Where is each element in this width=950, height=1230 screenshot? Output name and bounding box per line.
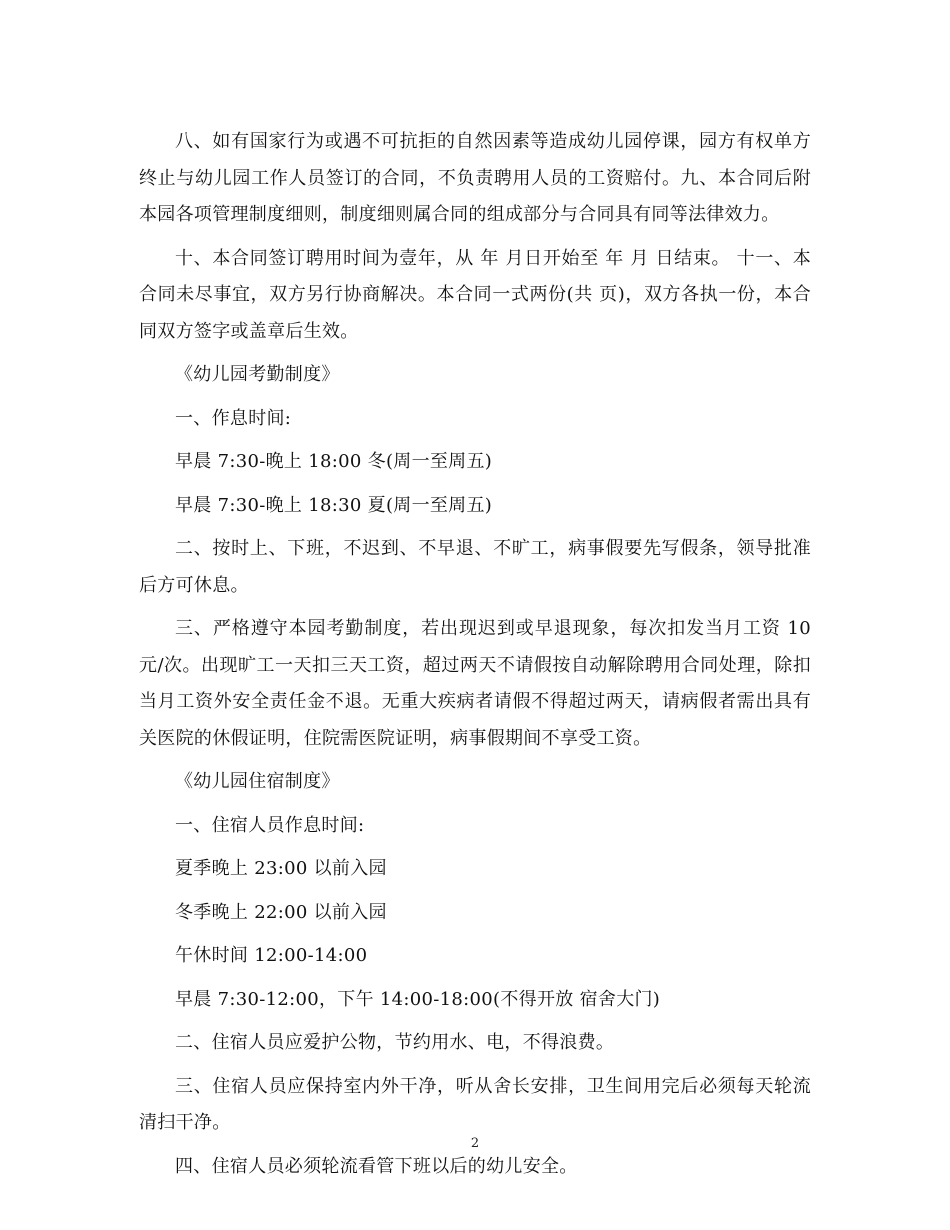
paragraph-8-force-majeure: 八、如有国家行为或遇不可抗拒的自然因素等造成幼儿园停课，园方有权单方终止与幼儿园工作人员签订的合同，不负责聘用人员的工资赔付。九、本合同后附本园各项管理制度细则，制度细则属合同的组成部分与合同具有同等法律效力。 xyxy=(139,131,811,225)
attendance-rule-2: 二、按时上、下班，不迟到、不早退、不旷工，病事假要先写假条，领导批准后方可休息。 xyxy=(139,538,811,596)
attendance-rule-3: 三、严格遵守本园考勤制度，若出现迟到或早退现象，每次扣发当月工资 10 元/次。出现旷工一天扣三天工资，超过两天不请假按自动解除聘用合同处理，除扣当月工资外安全责任金不退。无重大疾病者请假不得超过两天，请病假者需出具有关医院的休假证明，住院需医院证明，病事假期间不享受工资。 xyxy=(139,618,811,749)
attendance-winter-hours: 早晨 7:30-晚上 18:00 冬(周一至周五) xyxy=(175,451,493,472)
attendance-summer-hours: 早晨 7:30-晚上 18:30 夏(周一至周五) xyxy=(175,494,493,516)
dormitory-rule-2: 二、住宿人员应爱护公物，节约用水、电，不得浪费。 xyxy=(175,1032,615,1053)
dormitory-rule-4: 四、住宿人员必须轮流看管下班以后的幼儿安全。 xyxy=(175,1155,578,1177)
dormitory-hours-heading: 一、住宿人员作息时间: xyxy=(175,814,365,836)
attendance-work-hours-heading: 一、作息时间: xyxy=(175,407,292,429)
dormitory-noon-rest: 午休时间 12:00-14:00 xyxy=(175,945,368,966)
attendance-policy-title: 《幼儿园考勤制度》 xyxy=(175,364,340,385)
document-body xyxy=(139,124,811,1192)
dormitory-summer-curfew: 夏季晚上 23:00 以前入园 xyxy=(175,858,387,879)
dormitory-policy-title: 《幼儿园住宿制度》 xyxy=(175,771,340,792)
page-number: 2 xyxy=(470,1136,480,1151)
dormitory-winter-curfew: 冬季晚上 22:00 以前入园 xyxy=(175,901,387,923)
dormitory-day-hours: 早晨 7:30-12:00，下午 14:00-18:00(不得开放 宿舍大门) xyxy=(175,988,661,1010)
paragraph-10-contract-term: 十、本合同签订聘用时间为壹年，从 年 月日开始至 年 月 日结束。 十一、本合同未尽事宜，双方另行协商解决。本合同一式两份(共 页)，双方各执一份，本合同双方签字或盖章后生效。 xyxy=(139,247,811,342)
dormitory-rule-3: 三、住宿人员应保持室内外干净，听从舍长安排，卫生间用完后必须每天轮流清扫干净。 xyxy=(139,1075,811,1133)
